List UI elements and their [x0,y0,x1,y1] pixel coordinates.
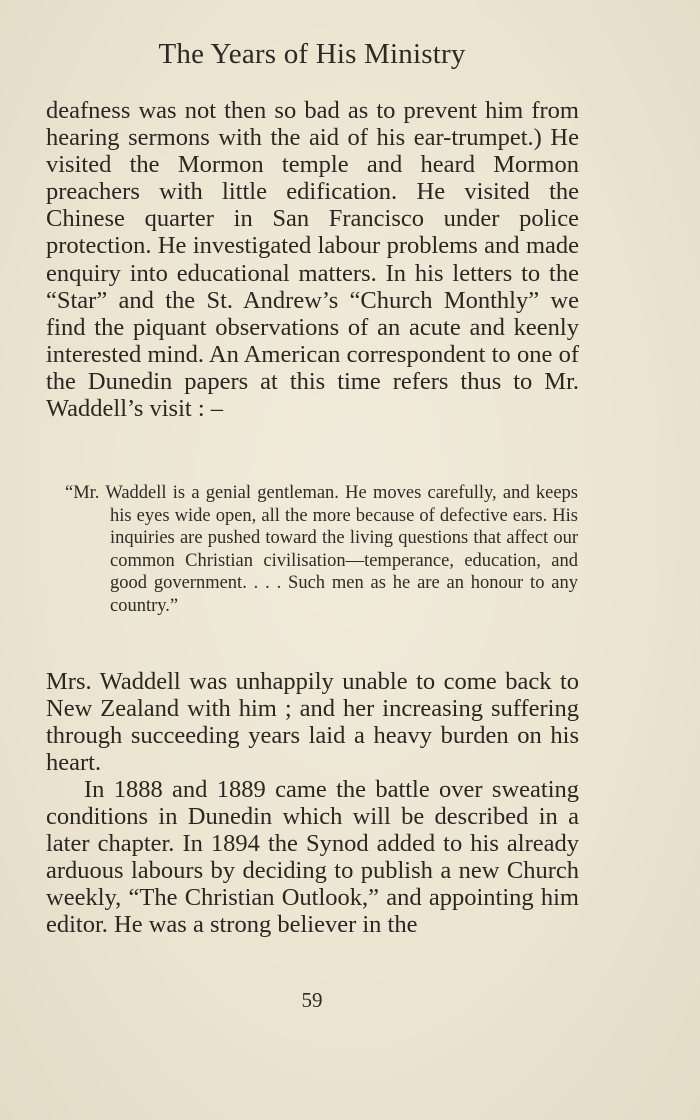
page-number: 59 [301,988,323,1012]
running-header-title: The Years of His Ministry [158,38,466,70]
body-paragraph: Mrs. Waddell was unhappily unable to come back to New Zealand with him ; and her increasing suffering through succeeding years laid a heavy burden on his heart. [46,668,579,777]
block-quote: “Mr. Waddell is a genial gentleman. He moves carefully, and keeps his eyes wide open, all the more because of defective ears. His inquiries are pushed toward the living questions that affect our common Christian civilisation—temperance, education, and good government. . . . Such men as he are an honour to any country.” [65,483,578,616]
body-paragraph: deafness was not then so bad as to prevent him from hearing sermons with the aid of his ear-trumpet.) He visited the Mormon temple and heard Mormon preachers with little edification. He visited the Chinese quarter in San Francisco under police protection. He investigated labour problems and made enquiry into educational matters. In his letters to the “Star” and the St. Andrew’s “Church Monthly” we find the piquant observations of an acute and keenly interested mind. An American correspondent to one of the Dunedin papers at this time refers thus to Mr. Waddell’s visit : – [46,97,579,423]
body-paragraph: In 1888 and 1889 came the battle over sweating conditions in Dunedin which will be described in a later chapter. In 1894 the Synod added to his already arduous labours by deciding to publish a new Church weekly, “The Christian Outlook,” and appointing him editor. He was a strong believer in the [46,776,579,939]
